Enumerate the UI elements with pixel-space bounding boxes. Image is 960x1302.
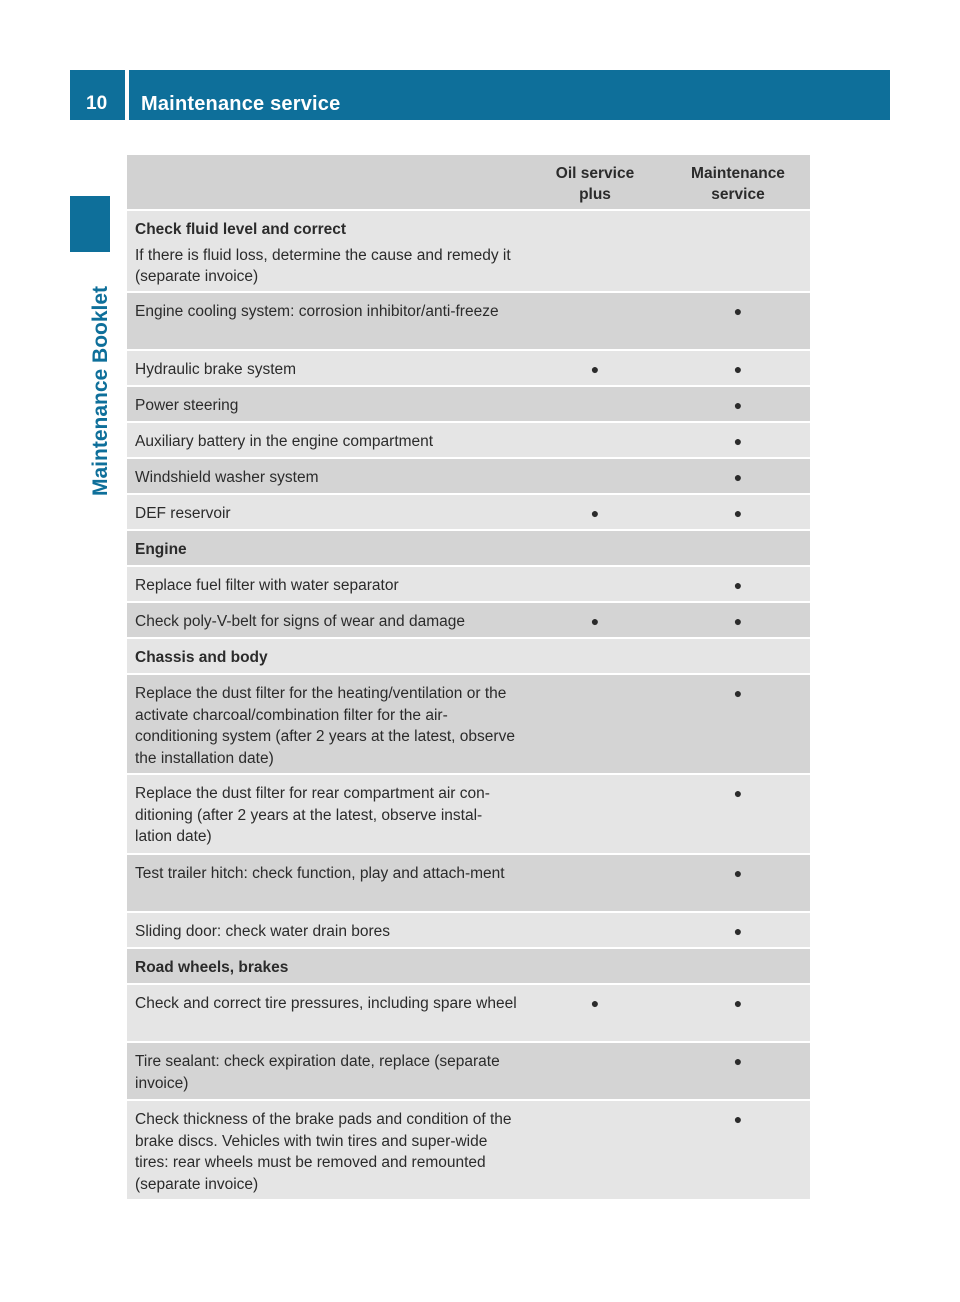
table-row [127,855,810,913]
task-text: Hydraulic brake system [135,361,297,378]
header-cell-oil-service-plus: Oil service plus [555,165,635,203]
oil-service-plus-mark [524,531,666,565]
oil-service-plus-mark [524,211,666,291]
task-cell [127,495,524,529]
task-text: Test trailer hitch: check function, play and attach-ment [135,865,505,882]
task-cell [127,639,524,673]
oil-service-plus-mark [524,675,666,773]
side-tab-marker [70,196,110,252]
section-title: Maintenance service [141,93,341,115]
task-cell [127,775,524,853]
task-text: Check thickness of the brake pads and condition of the brake discs. Vehicles with twin tires and super-wide tires: rear wheels must be removed and remounted (separate invoice) [135,1111,512,1193]
oil-service-plus-mark [524,293,666,349]
task-cell [127,567,524,601]
task-cell [127,211,524,291]
task-text: Check fluid level and correct [135,221,347,238]
table-row [127,495,810,531]
task-text: DEF reservoir [135,505,231,522]
oil-service-plus-mark [524,567,666,601]
header-cell-maintenance-service: Maintenance service [691,165,785,203]
page-number: 10 [86,93,108,114]
maintenance-service-mark: ● [733,1053,743,1069]
table-row [127,387,810,423]
oil-service-plus-mark [524,639,666,673]
task-cell [127,293,524,349]
task-text: Engine cooling system: corrosion inhibitor/anti-freeze [135,303,499,320]
oil-service-plus-mark [524,775,666,853]
table-row [127,459,810,495]
task-text: Road wheels, brakes [135,959,289,976]
maintenance-service-mark: ● [733,361,743,377]
maintenance-service-mark: ● [733,865,743,881]
oil-service-plus-mark [524,949,666,983]
oil-service-plus-mark [524,1101,666,1199]
task-text: Replace the dust filter for rear compartment air con-ditioning (after 2 years at the latest, observe instal-lation date) [135,785,490,845]
table-row [127,775,810,855]
oil-service-plus-mark [524,459,666,493]
table-body [127,211,810,1201]
table-row [127,567,810,603]
maintenance-service-mark: ● [733,303,743,319]
oil-service-plus-mark [524,913,666,947]
task-cell [127,675,524,773]
task-text: Windshield washer system [135,469,319,486]
oil-service-plus-mark [524,1043,666,1099]
oil-service-plus-mark: ● [590,613,600,629]
table-row [127,293,810,351]
task-cell [127,531,524,565]
maintenance-service-mark [666,211,810,291]
task-text: Tire sealant: check expiration date, replace (separate invoice) [135,1053,500,1092]
maintenance-service-mark: ● [733,397,743,413]
table-section-row [127,949,810,985]
maintenance-service-mark [666,639,810,673]
maintenance-service-mark: ● [733,613,743,629]
side-chapter-label: Maintenance Booklet [89,285,112,496]
task-text: Engine [135,541,187,558]
oil-service-plus-mark [524,855,666,911]
task-cell [127,351,524,385]
oil-service-plus-mark: ● [590,505,600,521]
table-row [127,675,810,775]
task-text: Chassis and body [135,649,268,666]
task-subtext: If there is fluid loss, determine the cause and remedy it (separate invoice) [135,246,511,285]
table-row [127,351,810,387]
table-row [127,1043,810,1101]
header-cell-task [127,155,524,209]
task-cell [127,423,524,457]
task-text: Check and correct tire pressures, including spare wheel [135,995,517,1012]
task-cell [127,459,524,493]
maintenance-table [127,155,810,1201]
maintenance-service-mark [666,531,810,565]
maintenance-service-mark: ● [733,505,743,521]
table-row [127,985,810,1043]
table-section-row [127,531,810,567]
oil-service-plus-mark [524,423,666,457]
task-text: Power steering [135,397,239,414]
header-divider [125,70,129,120]
oil-service-plus-mark: ● [590,995,600,1011]
task-text: Check poly-V-belt for signs of wear and damage [135,613,465,630]
task-cell [127,1101,524,1199]
task-text: Sliding door: check water drain bores [135,923,391,940]
maintenance-service-mark: ● [733,1111,743,1127]
table-row [127,913,810,949]
task-cell [127,1043,524,1099]
oil-service-plus-mark [524,387,666,421]
task-text: Auxiliary battery in the engine compartment [135,433,434,450]
task-text: Replace fuel filter with water separator [135,577,399,594]
table-header-row [127,155,810,211]
table-row [127,423,810,459]
task-cell [127,949,524,983]
table-row [127,603,810,639]
task-cell [127,985,524,1041]
maintenance-service-mark: ● [733,923,743,939]
oil-service-plus-mark: ● [590,361,600,377]
task-cell [127,913,524,947]
maintenance-service-mark: ● [733,685,743,701]
task-cell [127,387,524,421]
task-cell [127,855,524,911]
task-text: Replace the dust filter for the heating/ventilation or the activate charcoal/combination filter for the air-conditioning system (after 2 years at the latest, observe the installation date) [135,685,515,767]
table-section-row [127,639,810,675]
table-row [127,1101,810,1201]
maintenance-service-mark: ● [733,995,743,1011]
task-cell [127,603,524,637]
page-header [70,70,890,120]
maintenance-service-mark: ● [733,433,743,449]
maintenance-service-mark: ● [733,785,743,801]
table-section-row [127,211,810,293]
maintenance-service-mark: ● [733,469,743,485]
maintenance-service-mark: ● [733,577,743,593]
maintenance-service-mark [666,949,810,983]
